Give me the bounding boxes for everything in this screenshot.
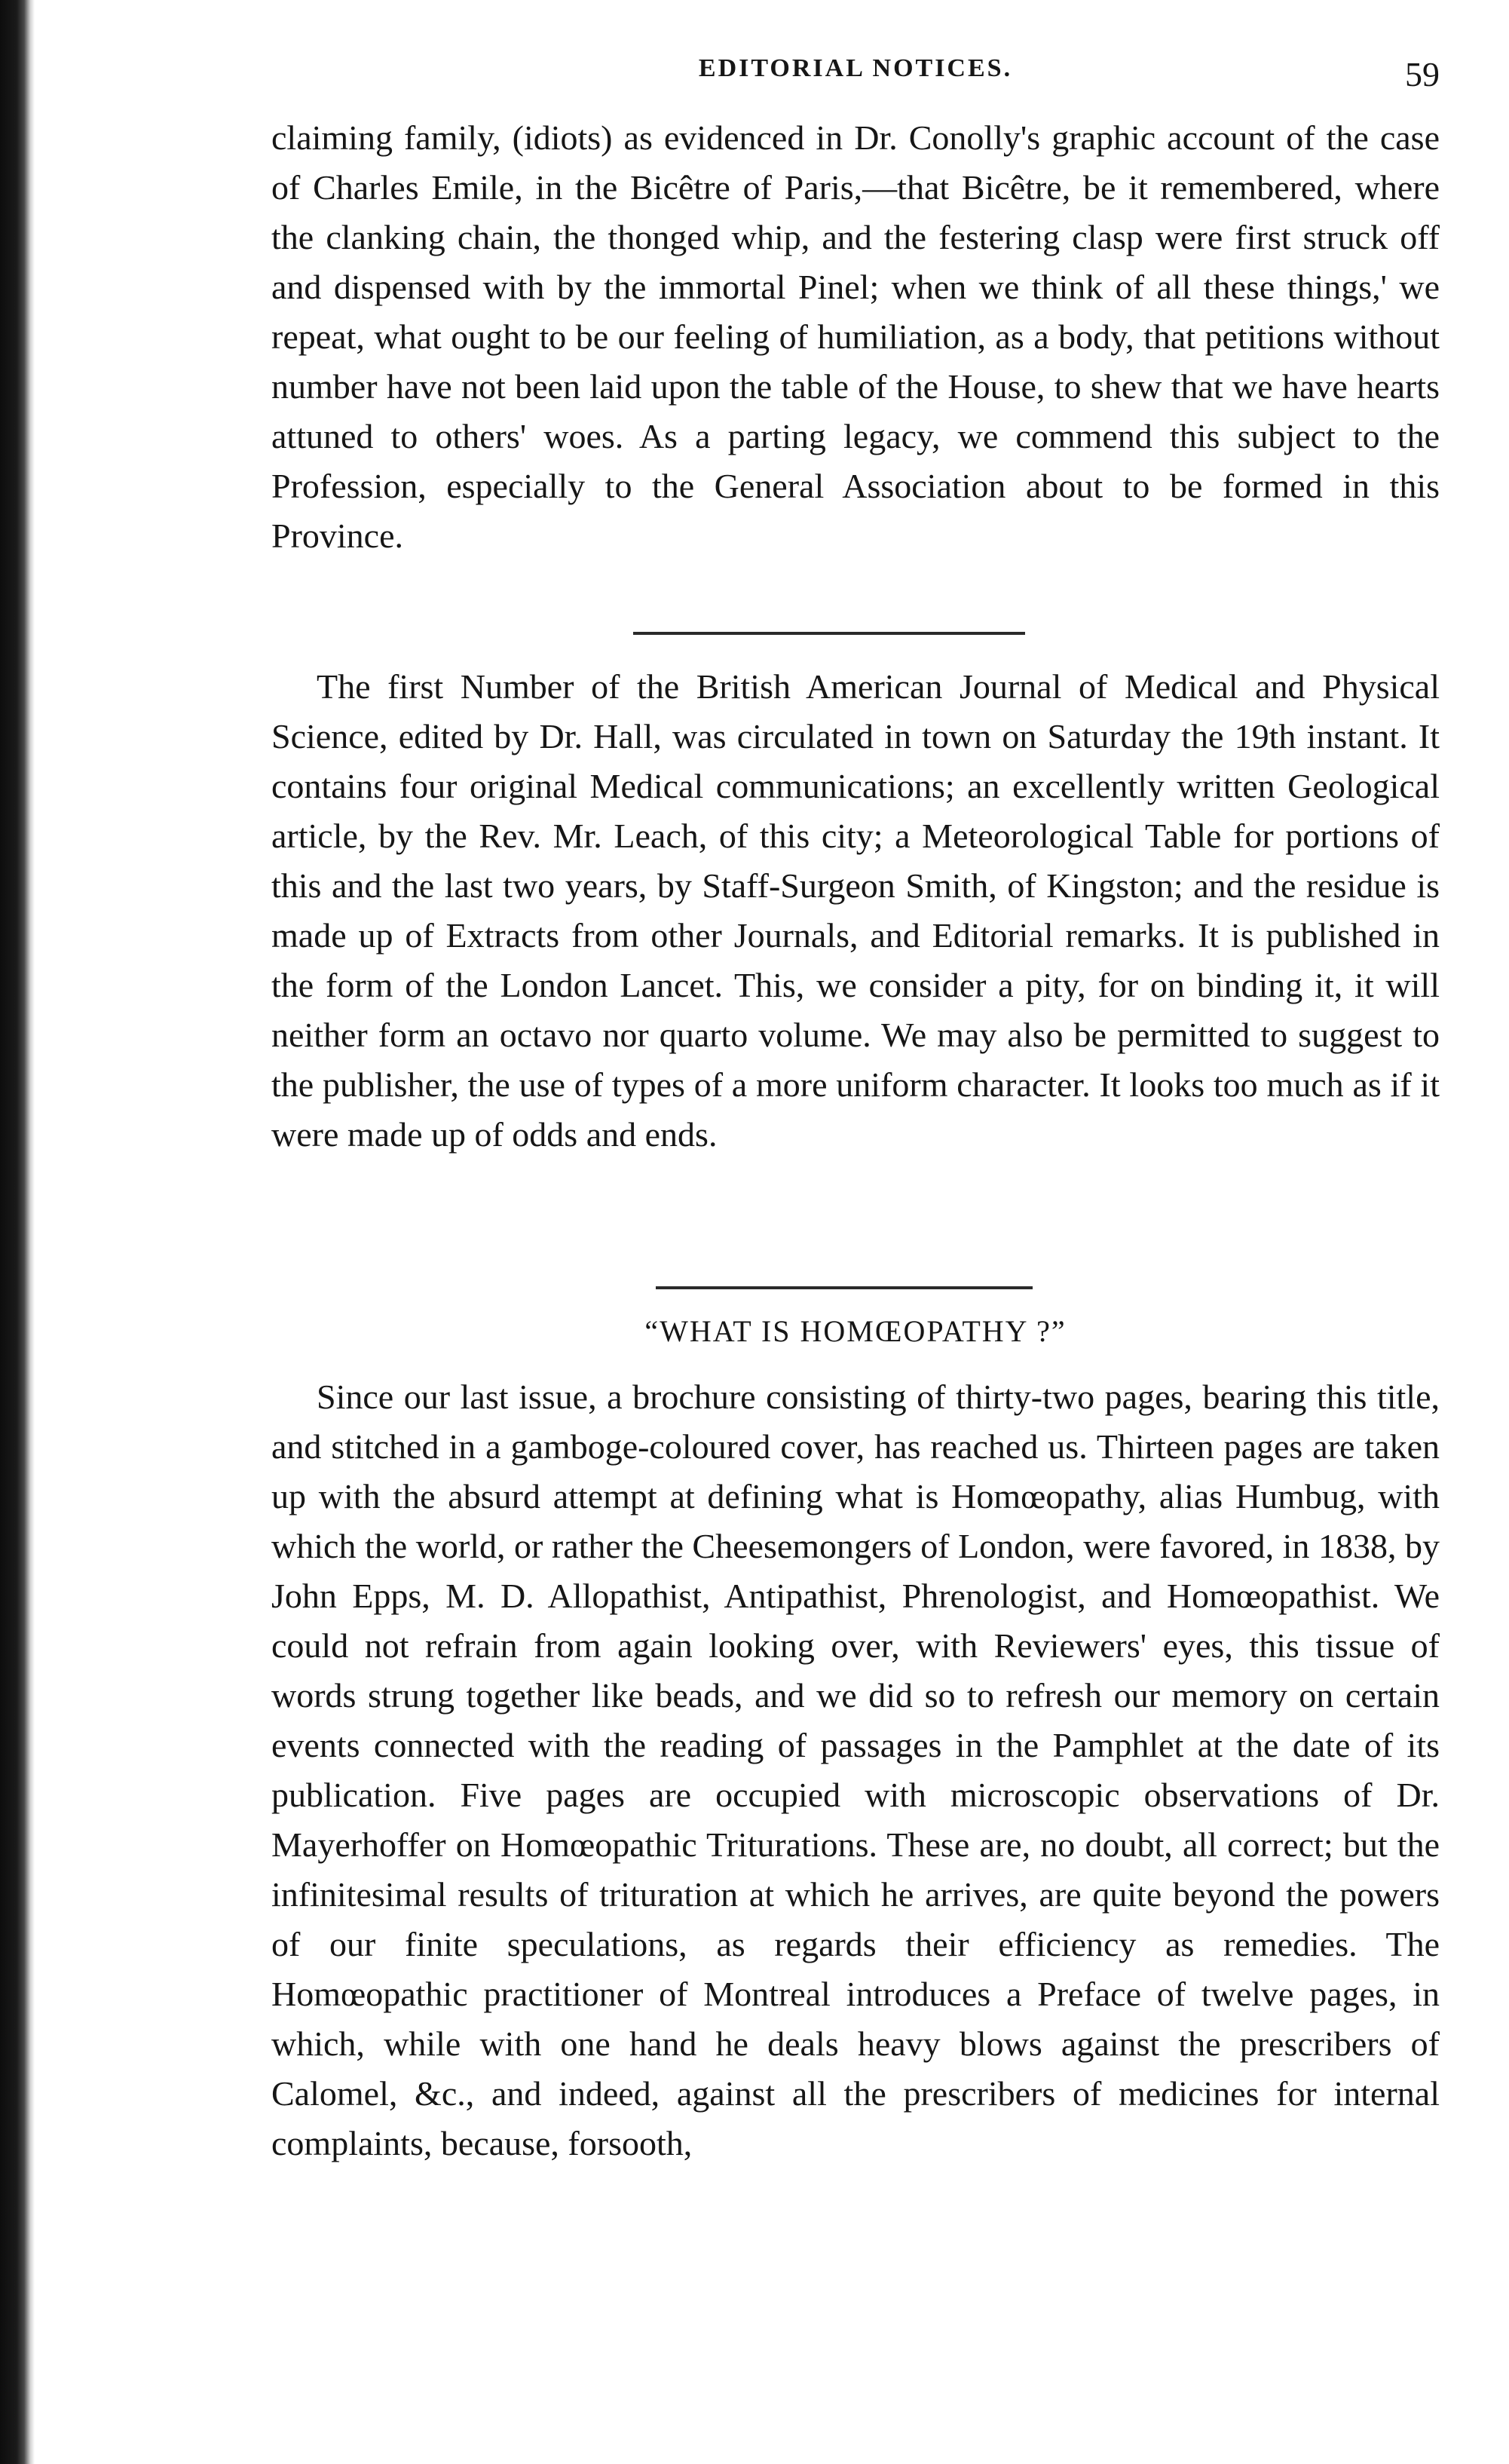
paragraph-continued: claiming family, (idiots) as evidenced in Dr. Conolly's graphic account of the case of Charles Emile, in the Bicêtre of Paris,—that Bicêtre, be it remembered, where the clanking chain, the thonged whip, and the festering clasp were first struck off and dispensed with by the immortal Pinel; when we think of all these things,' we repeat, what ought to be our feeling of humiliation, as a body, that petitions without number have not been laid upon the table of the House, to shew that we have hearts attuned to others' woes. As a parting legacy, we commend this subject to the Profession, especially to the General Association about to be formed in this Province. [271,118,1440,555]
running-title: EDITORIAL NOTICES. [698,54,1013,82]
section-divider [656,1286,1033,1289]
section-divider [633,632,1025,635]
paragraph-journal-notice: The first Number of the British American Journal of Medical and Physical Science, edited by Dr. Hall, was circulated in town on Saturday the 19th instant. It contains four original Medical communications; an excellently written Geological article, by the Rev. Mr. Leach, of this city; a Meteorological Table for portions of this and the last two years, by Staff-Surgeon Smith, of Kingston; and the residue is made up of Extracts from other Journals, and Editorial remarks. It is published in the form of the London Lancet. This, we consider a pity, for on binding it, it will neither form an octavo nor quarto volume. We may also be permitted to suggest to the publisher, the use of types of a more uniform character. It looks too much as if it were made up of odds and ends. [271,667,1440,1154]
page-number: 59 [1405,55,1440,93]
page-binding-edge [0,0,35,2464]
running-head [271,54,1440,100]
paragraph-homoeopathy: Since our last issue, a brochure consisting of thirty-two pages, bearing this title, and stitched in a gamboge-coloured cover, has reached us. Thirteen pages are taken up with the absurd attempt at defining what is Homœopathy, alias Humbug, with which the world, or rather the Cheesemongers of London, were favored, in 1838, by John Epps, M. D. Allopathist, Antipathist, Phrenologist, and Homœopathist. We could not refrain from again looking over, with Reviewers' eyes, this tissue of words strung together like beads, and we did so to refresh our memory on certain events connected with the reading of passages in the Pamphlet at the date of its publication. Five pages are occupied with microscopic observations of Dr. Mayerhoffer on Homœopathic Triturations. These are, no doubt, all correct; but the infinitesimal results of trituration at which he arrives, are quite beyond the powers of our finite speculations, as regards their efficiency as remedies. The Homœopathic practitioner of Montreal introduces a Preface of twelve pages, in which, while with one hand he deals heavy blows against the prescribers of Calomel, &c., and indeed, against all the prescribers of medicines for internal complaints, because, forsooth, [271,1378,1440,2162]
section-heading: “WHAT IS HOMŒOPATHY ?” [644,1314,1067,1348]
